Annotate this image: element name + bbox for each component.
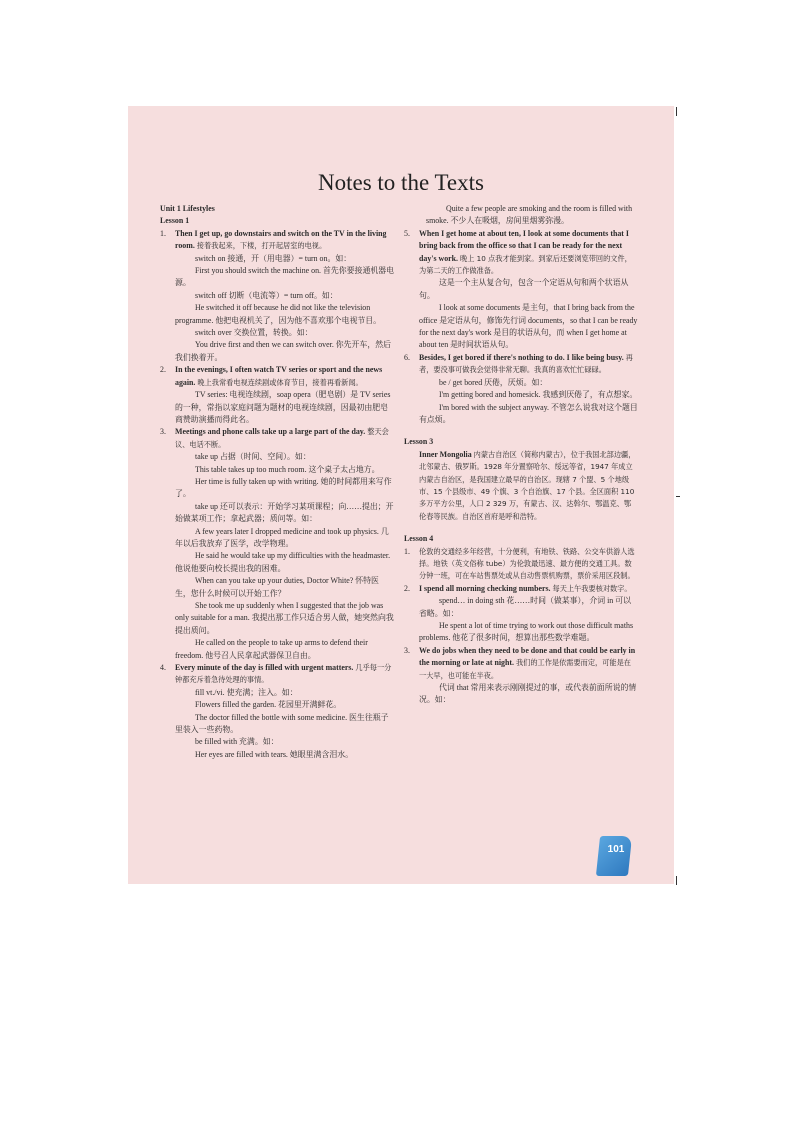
note-headline: Meetings and phone calls take up a large part of the day.	[175, 427, 366, 437]
note-line: switch off 切断（电流等）= turn off。如：	[195, 290, 338, 300]
note-item	[160, 662, 394, 761]
note-headline: When I get home at about ten, I look at some documents that I bring back from the office so that I can be ready for the next day's work.	[419, 228, 629, 263]
note-line: I'm bored with the subject anyway. 不管怎么说我对这个题目有点烦。	[419, 402, 638, 424]
note-item	[404, 583, 638, 645]
note-line: He switched it off because he did not like the television programme. 他把电视机关了，因为他不喜欢那个电视节目。	[175, 303, 382, 325]
crop-mark	[676, 107, 677, 116]
note-translation: 晚上 10 点我才能到家。到家后还要浏览带回的文件，为第二天的工作做准备。	[419, 253, 632, 276]
page-title: Notes to the Texts	[318, 170, 484, 195]
note-translation: 每天上午我要核对数字。	[552, 583, 632, 593]
note-line: Quite a few people are smoking and the room is filled with smoke. 不少人在吸烟，房间里烟雾弥漫。	[426, 204, 633, 226]
crop-mark	[676, 496, 680, 497]
note-headline: Every minute of the day is filled with urgent matters.	[175, 663, 354, 673]
note-number: 5.	[404, 228, 410, 238]
note-number: 3.	[404, 645, 410, 655]
note-number: 2.	[160, 365, 166, 375]
note-number: 1.	[160, 228, 166, 238]
note-line: I look at some documents 是主句，that I bring back from the office 是定语从句，修饰先行词 documents，so that I can be ready for the next day's work 是目的状语从句，而 when I get home at about ten 是时间状语从句。	[419, 303, 638, 350]
note-line: take up 还可以表示：开始学习某项课程；向……提出；开始做某项工作；拿起武器；质问等。如：	[175, 501, 394, 524]
note-item	[160, 426, 394, 662]
note-line: I'm getting bored and homesick. 我感到厌倦了，有点想家。	[439, 390, 638, 400]
note-number: 6.	[404, 352, 410, 362]
note-headline: I spend all morning checking numbers.	[419, 583, 551, 593]
right-column	[404, 203, 638, 707]
lesson-heading: Lesson 3	[404, 437, 434, 447]
note-number: 2.	[404, 583, 410, 593]
note-item	[404, 546, 638, 583]
note-line: TV series: 电视连续剧，soap opera（肥皂剧）是 TV series 的一种，常指以家庭问题为题材的电视连续剧，因最初由肥皂商赞助演播而得此名。	[175, 390, 391, 424]
note-line: The doctor filled the bottle with some medicine. 医生往瓶子里装入一些药物。	[175, 712, 389, 735]
note-item	[404, 645, 638, 707]
note-translation: 内蒙古自治区（简称内蒙古），位于我国北部边疆，北邻蒙古、俄罗斯。1928 年分置察哈尔、绥远等省，1947 年成立内蒙古自治区，是我国建立最早的自治区。现辖 7 个盟、5 个地级市、15 个县级市、49 个旗、3 个自治旗、17 个县。全区面积 110 多万平方公里，人口 2 329 万，有蒙古、汉、达斡尔、鄂温克、鄂伦春等民族。自治区首府是呼和浩特。	[419, 449, 636, 521]
note-line: be filled with 充满。如：	[195, 737, 279, 747]
note-line: Her time is fully taken up with writing. 她的时间都用来写作了。	[175, 476, 392, 499]
note-line: He called on the people to take up arms to defend their freedom. 他号召人民拿起武器保卫自由。	[175, 638, 368, 660]
left-column	[160, 203, 394, 761]
note-number: 4.	[160, 663, 166, 673]
note-item	[404, 228, 638, 352]
note-line: switch on 接通，开（用电器）= turn on。如：	[195, 253, 352, 263]
note-headline: Inner Mongolia	[419, 449, 472, 459]
note-translation: 晚上我常看电视连续剧或体育节目，接着再看新闻。	[197, 377, 363, 387]
note-line: spend… in doing sth 花……时间（做某事），介词 in 可以省略。如：	[419, 596, 632, 618]
note-number: 1.	[404, 546, 410, 556]
note-item	[404, 449, 638, 523]
note-line: 代词 that 常用来表示刚刚提过的事，或代表前面所说的情况。如：	[419, 683, 637, 705]
page-number-tab	[596, 836, 632, 876]
note-line: She took me up suddenly when I suggested that the job was only suitable for a man. 我提出那工作只适合男人做，她突然向我提出质问。	[175, 601, 394, 635]
note-headline: We do jobs when they need to be done and that could be early in the morning or late at night.	[419, 645, 636, 668]
note-line: Her eyes are filled with tears. 她眼里满含泪水。	[195, 749, 353, 759]
note-translation: 我们的工作是依需要而定，可能是在一大早，也可能在半夜。	[419, 658, 631, 680]
lesson-heading: Lesson 1	[160, 216, 190, 226]
note-translation: 整天会议、电话不断。	[175, 427, 389, 449]
note-line: take up 占据（时间、空间）。如：	[195, 452, 311, 462]
note-line: be / get bored 厌倦，厌烦。如：	[439, 377, 548, 387]
note-headline: Besides, I get bored if there's nothing to do. I like being busy.	[419, 352, 624, 362]
note-item	[160, 364, 394, 426]
note-line: A few years later I dropped medicine and took up physics. 几年以后我放弃了医学，改学物理。	[175, 526, 389, 548]
lesson-heading: Lesson 4	[404, 534, 434, 544]
note-translation: 伦敦的交通经多年经营，十分便利，有地铁、铁路、公交车供游人选择。地铁（英文俗称 tube）为伦敦最迅速、最方便的交通工具。数分钟一班，可在车站售票处或从自动售票机购票，票价采用区段制。	[419, 546, 635, 581]
note-line: You drive first and then we can switch over. 你先开车，然后我们换着开。	[175, 340, 391, 362]
note-translation: 接着我起来，下楼，打开起居室的电视。	[196, 241, 327, 251]
note-line: He spent a lot of time trying to work out those difficult maths problems. 他花了很多时间，想算出那些数学难题。	[419, 621, 634, 643]
note-line: He said he would take up my difficulties with the headmaster. 他说他要向校长提出我的困难。	[175, 551, 391, 573]
page-number: 101	[607, 844, 625, 855]
textbook-page	[128, 106, 674, 884]
note-headline: In the evenings, I often watch TV series or sport and the news again.	[175, 365, 383, 387]
crop-mark	[676, 876, 677, 885]
note-line: This table takes up too much room. 这个桌子太占地方。	[195, 464, 380, 474]
note-line: fill vt./vi. 使充满；注入。如：	[195, 687, 298, 697]
note-translation: 几乎每一分钟都充斥着急待处理的事情。	[175, 663, 392, 685]
note-line: When can you take up your duties, Doctor White? 怀特医生，您什么时候可以开始工作？	[175, 576, 379, 598]
note-translation: 再者，要没事可做我会觉得非常无聊。我真的喜欢忙忙碌碌。	[419, 352, 633, 375]
note-item	[404, 352, 638, 426]
note-item	[160, 228, 394, 364]
note-line: First you should switch the machine on. 首先你要接通机器电源。	[175, 266, 395, 288]
unit-heading: Unit 1 Lifestyles	[160, 204, 215, 213]
note-line: 这是一个主从复合句，包含一个定语从句和两个状语从句。	[419, 278, 629, 300]
note-line: Flowers filled the garden. 花园里开满鲜花。	[195, 700, 342, 710]
note-line: switch over 交换位置，转换。如：	[195, 328, 313, 338]
note-number: 3.	[160, 427, 166, 437]
note-headline: Then I get up, go downstairs and switch on the TV in the living room.	[175, 228, 387, 251]
